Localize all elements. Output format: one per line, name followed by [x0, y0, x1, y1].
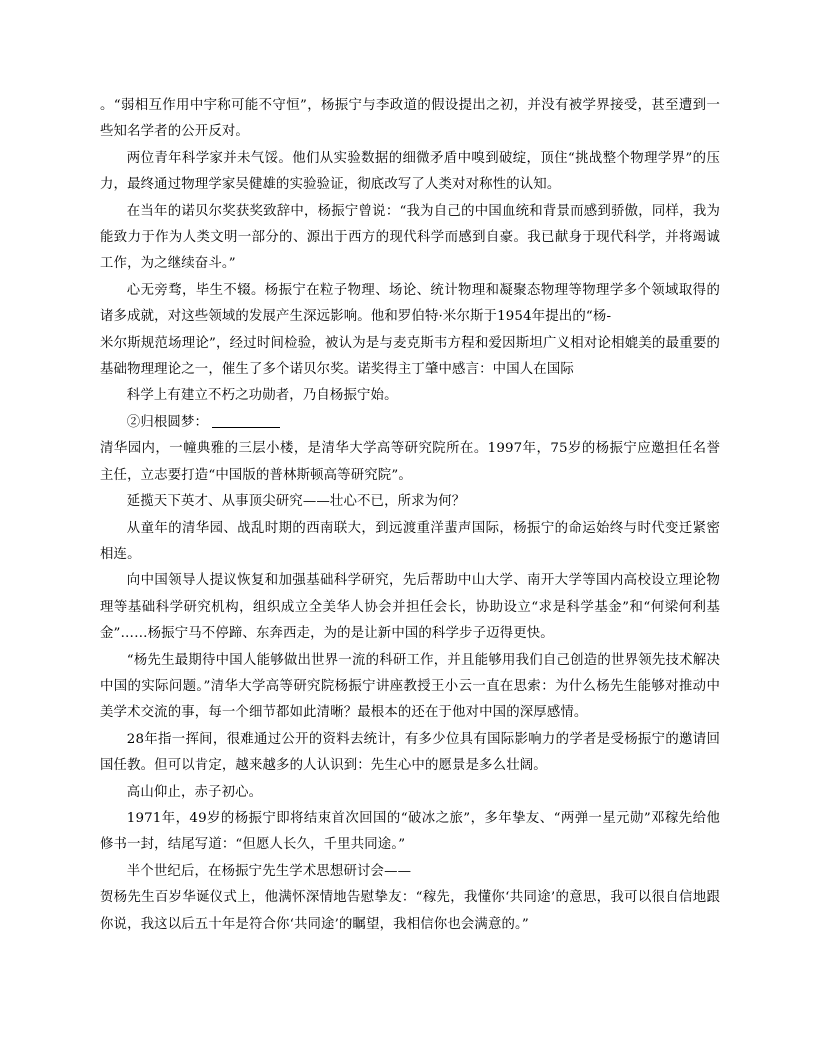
paragraph-4: 心无旁骛，毕生不辍。杨振宁在粒子物理、场论、统计物理和凝聚态物理等物理学多个领域取得的诸多成就，对这些领域的发展产生深远影响。他和罗伯特·米尔斯于1954年提出的“杨-	[100, 282, 720, 325]
paragraph-15: 1971年，49岁的杨振宁即将结束首次回国的“破冰之旅”，多年挚友、“两弹一星元勋”邓稼先给他修书一封，结尾写道：“但愿人长久，千里共同途。”	[100, 810, 720, 853]
paragraph-5: 米尔斯规范场理论”，经过时间检验，被认为是与麦克斯韦方程和爱因斯坦广义相对论相媲美的最重要的基础物理理论之一，催生了多个诺贝尔奖。诺奖得主丁肇中感言：中国人在国际	[100, 335, 720, 378]
paragraph-8: 清华园内，一幢典雅的三层小楼，是清华大学高等研究院所在。1997年，75岁的杨振宁应邀担任名誉主任，立志要打造“中国版的普林斯顿高等研究院”。	[100, 441, 720, 483]
paragraph-11: 向中国领导人提议恢复和加强基础科学研究，先后帮助中山大学、南开大学等国内高校设立理论物理等基础科学研究机构，组织成立全美华人协会并担任会长，协助设立“求是科学基金”和“何梁何利基金”……杨振宁马不停蹄、东奔西走，为的是让新中国的科学步子迈得更快。	[100, 573, 720, 642]
paragraph-1: 。“弱相互作用中宇称可能不守恒”，杨振宁与李政道的假设提出之初，并没有被学界接受，甚至遭到一些知名学者的公开反对。	[100, 98, 720, 140]
paragraph-9: 延揽天下英才、从事顶尖研究——壮心不已，所求为何？	[126, 494, 466, 510]
paragraph-16: 半个世纪后，在杨振宁先生学术思想研讨会——	[126, 863, 412, 879]
paragraph-6: 科学上有建立不朽之功勋者，乃自杨振宁始。	[126, 388, 398, 404]
article-body	[100, 93, 720, 938]
paragraph-14: 高山仰止，赤子初心。	[126, 784, 263, 800]
paragraph-3: 在当年的诺贝尔奖获奖致辞中，杨振宁曾说：“我为自己的中国血统和背景而感到骄傲，同样，我为能致力于作为人类文明一部分的、源出于西方的现代科学而感到自豪。我已献身于现代科学，并将竭诚工作，为之继续奋斗。”	[100, 203, 720, 272]
fill-in-blank[interactable]	[212, 413, 280, 428]
paragraph-10: 从童年的清华园、战乱时期的西南联大，到远渡重洋蜚声国际，杨振宁的命运始终与时代变迁紧密相连。	[100, 520, 720, 562]
section-heading-label: ②归根圆梦：	[126, 414, 209, 430]
section-heading-2	[100, 410, 720, 436]
paragraph-13: 28年指一挥间，很难通过公开的资料去统计，有多少位具有国际影响力的学者是受杨振宁的邀请回国任教。但可以肯定，越来越多的人认识到：先生心中的愿景是多么壮阔。	[100, 731, 720, 774]
paragraph-12: “杨先生最期待中国人能够做出世界一流的科研工作，并且能够用我们自己创造的世界领先技术解决中国的实际问题。”清华大学高等研究院杨振宁讲座教授王小云一直在思索：为什么杨先生能够对推动中美学术交流的事，每一个细节都如此清晰？最根本的还在于他对中国的深厚感情。	[100, 652, 720, 721]
paragraph-17: 贺杨先生百岁华诞仪式上，他满怀深情地告慰挚友：“稼先，我懂你‘共同途’的意思，我可以很自信地跟你说，我这以后五十年是符合你‘共同途’的瞩望，我相信你也会满意的。”	[100, 890, 720, 932]
paragraph-2: 两位青年科学家并未气馁。他们从实验数据的细微矛盾中嗅到破绽，顶住“挑战整个物理学界”的压力，最终通过物理学家吴健雄的实验验证，彻底改写了人类对对称性的认知。	[100, 150, 720, 193]
